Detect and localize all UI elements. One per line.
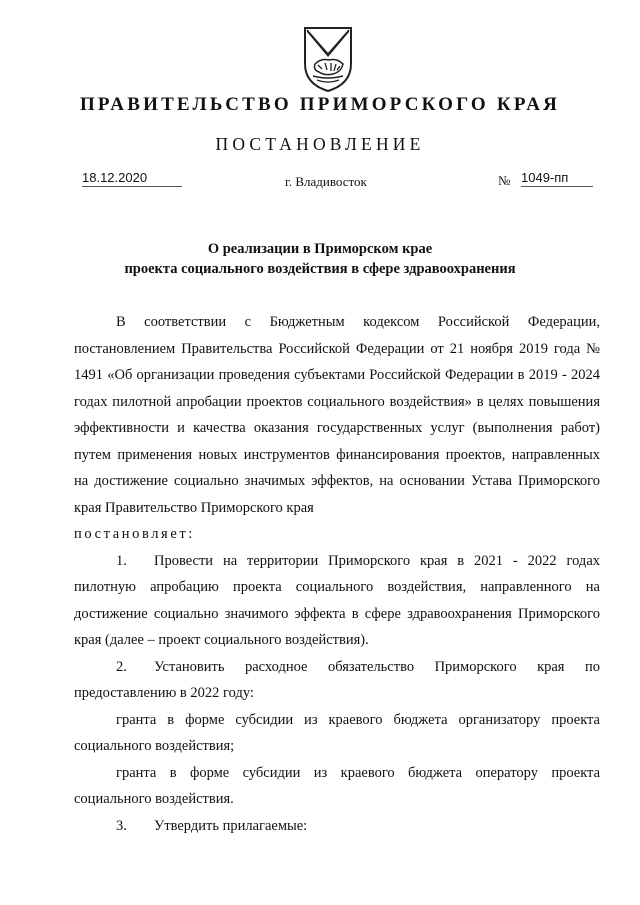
item-text: гранта в форме субсидии из краевого бюджета оператору проекта социального воздействия. [74, 764, 600, 807]
decree-word: постановляет: [74, 526, 195, 542]
item-text: Установить расходное обязательство Приморского края по предоставлению в 2022 году: [74, 658, 600, 701]
item-number: 2. [116, 658, 127, 675]
list-item [74, 654, 600, 707]
document-subject [0, 239, 640, 279]
document-city: г. Владивосток [285, 174, 367, 189]
document-number: 1049-пп [521, 170, 593, 187]
item-number: 3. [116, 817, 127, 834]
list-item [74, 707, 600, 760]
subject-line-1: О реализации в Приморском крае [207, 241, 433, 257]
document-body [74, 309, 600, 839]
list-item [74, 813, 600, 840]
document-date: 18.12.2020 [82, 170, 182, 187]
item-number: 1. [116, 552, 127, 569]
number-sign: № [498, 173, 511, 188]
subject-line-2: проекта социального воздействия в сфере здравоохранения [124, 261, 516, 277]
government-title: ПРАВИТЕЛЬСТВО ПРИМОРСКОГО КРАЯ [79, 94, 561, 115]
coat-of-arms-icon [299, 24, 357, 94]
list-item [74, 760, 600, 813]
intro-paragraph: В соответствии с Бюджетным кодексом Российской Федерации, постановлением Правительства Российской Федерации от 21 ноября 2019 года № 1491 «Об организации проведения субъектами Российской Федерации в 2019 - 2024 годах пилотной апробации проектов социального воздействия» в целях повышения эффективности и качества оказания государственных услуг (выполнения работ) путем применения новых инструментов финансирования проектов, направленных на достижение социально значимых эффектов, на основании Устава Приморского края Правительство Приморского края [74, 314, 600, 516]
list-item [74, 548, 600, 654]
item-text: Утвердить прилагаемые: [154, 817, 308, 834]
document-type: ПОСТАНОВЛЕНИЕ [215, 134, 425, 154]
item-text: Провести на территории Приморского края в 2021 - 2022 годах пилотную апробацию проекта социального воздействия, направленного на достижение социально значимого эффекта в сфере здравоохранения Приморского края (далее – проект социального воздействия). [74, 552, 600, 648]
item-text: гранта в форме субсидии из краевого бюджета организатору проекта социального воздействия; [74, 711, 600, 754]
